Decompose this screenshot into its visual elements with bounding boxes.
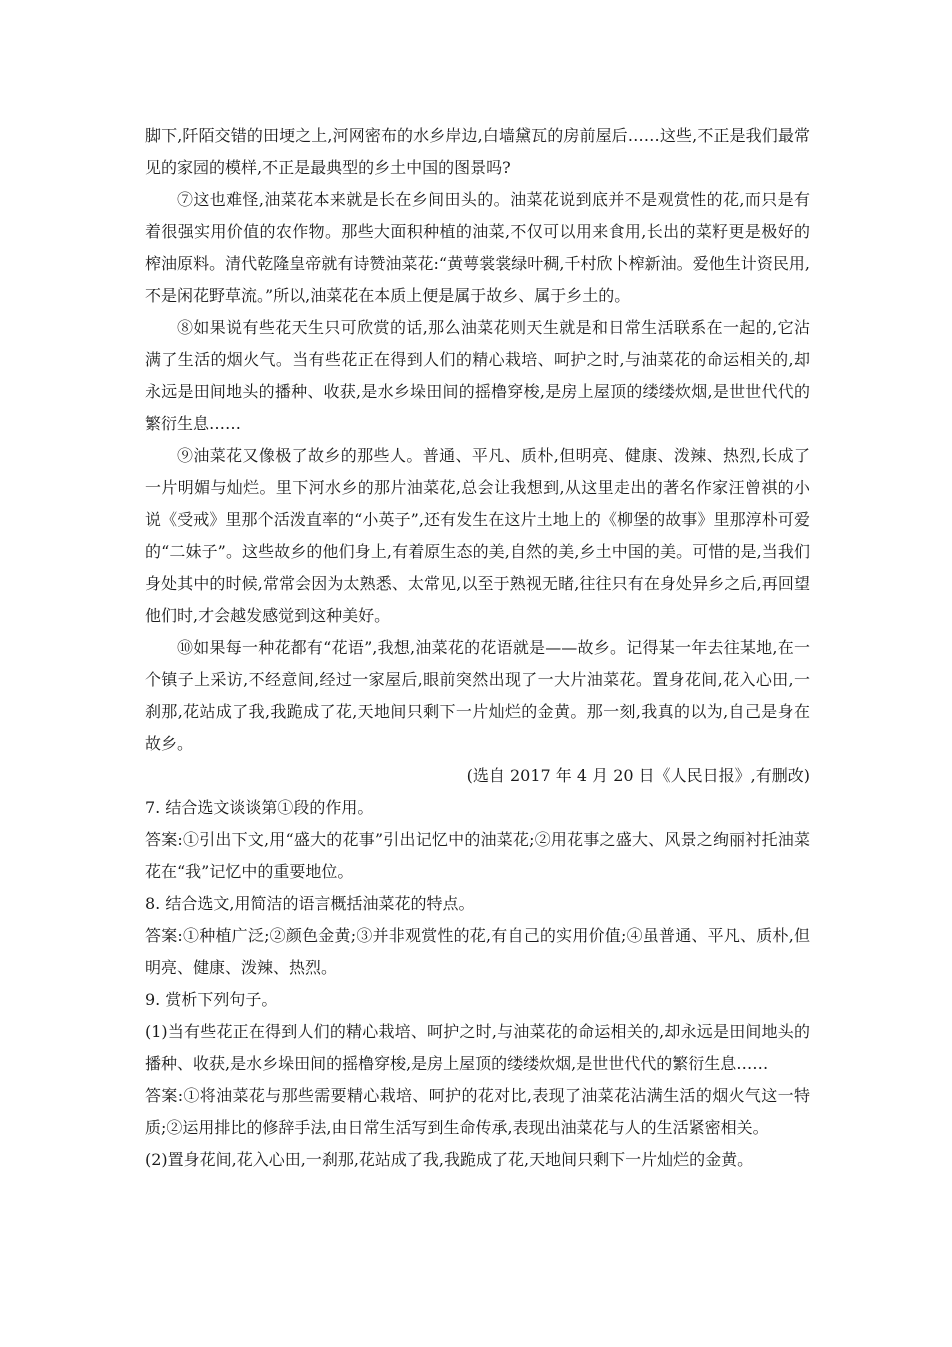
question-9-2: (2)置身花间,花入心田,一刹那,花站成了我,我跪成了花,天地间只剩下一片灿烂的金黄。 bbox=[145, 1150, 754, 1169]
paragraph-9: ⑨油菜花又像极了故乡的那些人。普通、平凡、质朴,但明亮、健康、泼辣、热烈,长成了一片明媚与灿烂。里下河水乡的那片油菜花,总会让我想到,从这里走出的著名作家汪曾祺的小说《受戒》里那个活泼直率的“小英子”,还有发生在这片土地上的《柳堡的故事》里那淳朴可爱的“二妹子”。这些故乡的他们身上,有着原生态的美,自然的美,乡土中国的美。可惜的是,当我们身处其中的时候,常常会因为太熟悉、太常见,以至于熟视无睹,往往只有在身处异乡之后,再回望他们时,才会越发感觉到这种美好。 bbox=[145, 446, 810, 625]
question-9: 9. 赏析下列句子。 bbox=[145, 990, 278, 1009]
paragraph-7: ⑦这也难怪,油菜花本来就是长在乡间田头的。油菜花说到底并不是观赏性的花,而只是有着很强实用价值的农作物。那些大面积种植的油菜,不仅可以用来食用,长出的菜籽更是极好的榨油原料。清代乾隆皇帝就有诗赞油菜花:“黄萼裳裳绿叶稠,千村欣卜榨新油。爱他生计资民用,不是闲花野草流。”所以,油菜花在本质上便是属于故乡、属于乡土的。 bbox=[145, 190, 810, 305]
question-9-1: (1)当有些花正在得到人们的精心栽培、呵护之时,与油菜花的命运相关的,却永远是田间地头的播种、收获,是水乡垛田间的摇橹穿梭,是房上屋顶的缕缕炊烟,是世世代代的繁衍生息…… bbox=[145, 1022, 810, 1073]
paragraph-8: ⑧如果说有些花天生只可欣赏的话,那么油菜花则天生就是和日常生活联系在一起的,它沾满了生活的烟火气。当有些花正在得到人们的精心栽培、呵护之时,与油菜花的命运相关的,却永远是田间地头的播种、收获,是水乡垛田间的摇橹穿梭,是房上屋顶的缕缕炊烟,是世世代代的繁衍生息…… bbox=[145, 318, 810, 433]
answer-9-1: 答案:①将油菜花与那些需要精心栽培、呵护的花对比,表现了油菜花沾满生活的烟火气这一特质;②运用排比的修辞手法,由日常生活写到生命传承,表现出油菜花与人的生活紧密相关。 bbox=[145, 1086, 810, 1137]
question-8: 8. 结合选文,用简洁的语言概括油菜花的特点。 bbox=[145, 894, 475, 913]
answer-7: 答案:①引出下文,用“盛大的花事”引出记忆中的油菜花;②用花事之盛大、风景之绚丽衬托油菜花在“我”记忆中的重要地位。 bbox=[145, 830, 810, 881]
paragraph-10: ⑩如果每一种花都有“花语”,我想,油菜花的花语就是——故乡。记得某一年去往某地,在一个镇子上采访,不经意间,经过一家屋后,眼前突然出现了一大片油菜花。置身花间,花入心田,一刹那,花站成了我,我跪成了花,天地间只剩下一片灿烂的金黄。那一刻,我真的以为,自己是身在故乡。 bbox=[145, 638, 810, 753]
source-citation: (选自 2017 年 4 月 20 日《人民日报》,有删改) bbox=[466, 766, 810, 785]
question-7: 7. 结合选文谈谈第①段的作用。 bbox=[145, 798, 374, 817]
answer-8: 答案:①种植广泛;②颜色金黄;③并非观赏性的花,有自己的实用价值;④虽普通、平凡、质朴,但明亮、健康、泼辣、热烈。 bbox=[145, 926, 810, 977]
paragraph-continued: 脚下,阡陌交错的田埂之上,河网密布的水乡岸边,白墙黛瓦的房前屋后……这些,不正是我们最常见的家园的模样,不正是最典型的乡土中国的图景吗? bbox=[145, 126, 810, 177]
document-page bbox=[145, 120, 810, 1176]
